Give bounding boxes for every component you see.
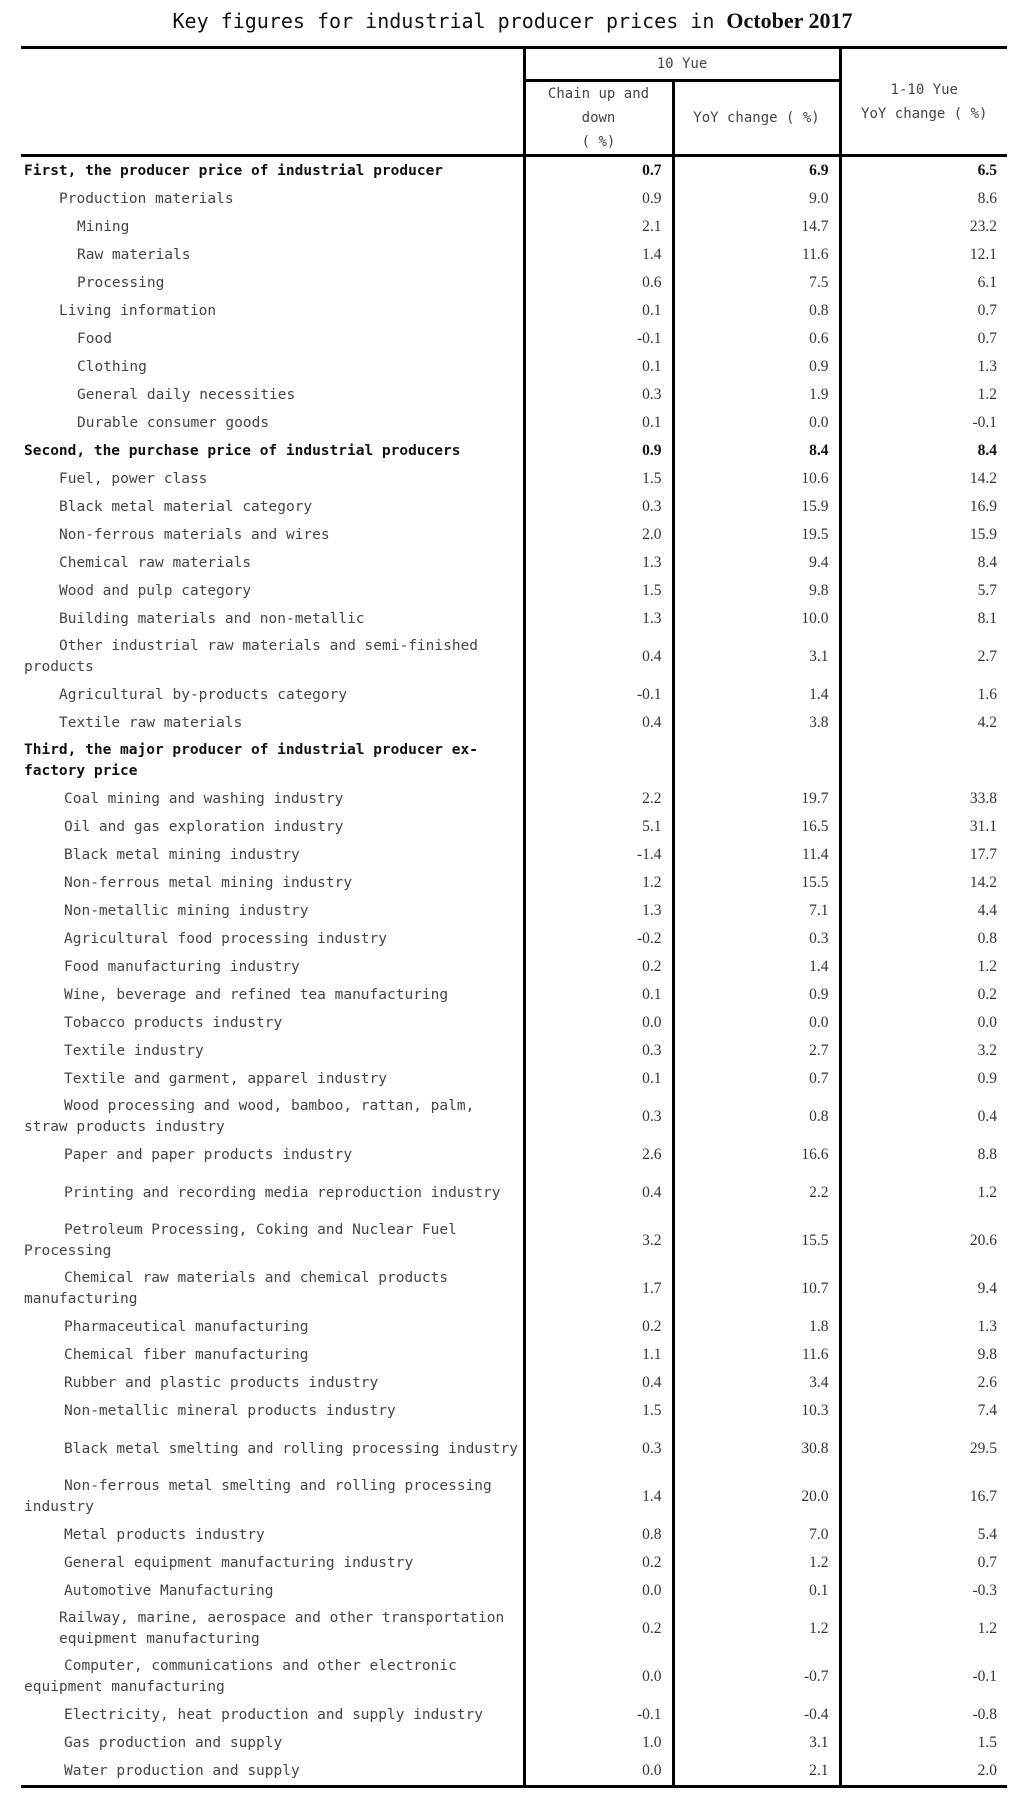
- page-title: [0, 8, 1025, 34]
- row-label: Non-metallic mining industry: [64, 902, 309, 919]
- table-row: [21, 521, 1007, 549]
- cell-yoy: 10.0: [673, 605, 840, 633]
- price-table: [21, 46, 1007, 1788]
- table-row: [21, 981, 1007, 1009]
- cell-yoy: 10.7: [673, 1265, 840, 1313]
- row-label: Non-ferrous metal mining industry: [64, 874, 353, 891]
- cell-chain: 1.3: [524, 897, 673, 925]
- cell-cum: 14.2: [840, 465, 1007, 493]
- table-row: [21, 1217, 1007, 1265]
- row-label: Building materials and non-metallic: [59, 610, 365, 627]
- table-row: [21, 1397, 1007, 1425]
- row-label: Non-ferrous metal smelting and rolling processing industry: [24, 1478, 492, 1515]
- cell-chain: 0.2: [524, 953, 673, 981]
- cell-yoy: 15.5: [673, 869, 840, 897]
- row-label: Living information: [59, 302, 217, 319]
- table-row: [21, 437, 1007, 465]
- cell-cum: 14.2: [840, 869, 1007, 897]
- cell-yoy: 0.0: [673, 409, 840, 437]
- cell-cum: 8.1: [840, 605, 1007, 633]
- row-label: Black metal smelting and rolling processing industry: [64, 1440, 518, 1457]
- cell-chain: -0.1: [524, 1701, 673, 1729]
- cell-cum: 8.4: [840, 437, 1007, 465]
- cell-cum: 1.5: [840, 1729, 1007, 1757]
- row-label: Durable consumer goods: [77, 414, 270, 431]
- cell-chain: 0.0: [524, 1577, 673, 1605]
- header-label-blank: [21, 48, 524, 156]
- cell-chain: 0.1: [524, 353, 673, 381]
- cell-chain: 0.3: [524, 1093, 673, 1141]
- cell-cum: 15.9: [840, 521, 1007, 549]
- cell-chain: 0.0: [524, 1757, 673, 1787]
- cell-cum: 8.4: [840, 549, 1007, 577]
- row-label: Rubber and plastic products industry: [64, 1374, 379, 1391]
- cell-cum: 1.2: [840, 1605, 1007, 1653]
- table-row: [21, 1265, 1007, 1313]
- cell-cum: 0.8: [840, 925, 1007, 953]
- cell-chain: 0.1: [524, 981, 673, 1009]
- cell-yoy: 7.5: [673, 269, 840, 297]
- cell-chain: 1.3: [524, 549, 673, 577]
- cell-yoy: 0.6: [673, 325, 840, 353]
- cell-yoy: 19.7: [673, 785, 840, 813]
- cell-yoy: 0.9: [673, 353, 840, 381]
- row-label: Second, the purchase price of industrial producers: [24, 442, 461, 459]
- row-label: Metal products industry: [64, 1526, 265, 1543]
- cell-cum: 8.6: [840, 185, 1007, 213]
- cell-chain: 0.4: [524, 1369, 673, 1397]
- row-label: Fuel, power class: [59, 470, 208, 487]
- row-label: Water production and supply: [21, 1757, 524, 1787]
- cell-yoy: 2.7: [673, 1037, 840, 1065]
- cell-yoy: 1.8: [673, 1313, 840, 1341]
- cell-yoy: 0.8: [673, 1093, 840, 1141]
- cell-cum: 16.9: [840, 493, 1007, 521]
- cell-chain: 0.4: [524, 709, 673, 737]
- table-row: [21, 1701, 1007, 1729]
- header-cum-yoy: YoY change ( %): [861, 105, 988, 122]
- cell-chain: 1.4: [524, 241, 673, 269]
- cell-yoy: 9.4: [673, 549, 840, 577]
- table-row: [21, 785, 1007, 813]
- cell-chain: 2.2: [524, 785, 673, 813]
- row-label: Railway, marine, aerospace and other transportation equipment manufacturing: [59, 1610, 505, 1647]
- cell-chain: 1.1: [524, 1341, 673, 1369]
- cell-chain: 0.1: [524, 297, 673, 325]
- table-row: [21, 1093, 1007, 1141]
- row-label: Textile raw materials: [59, 714, 243, 731]
- cell-yoy: 11.6: [673, 241, 840, 269]
- cell-chain: 0.8: [524, 1521, 673, 1549]
- cell-chain: 0.7: [524, 156, 673, 186]
- row-label: Tobacco products industry: [64, 1014, 283, 1031]
- title-prefix: Key figures for industrial producer prices in: [172, 9, 727, 33]
- table-row: [21, 213, 1007, 241]
- header-chain-line1: Chain up and: [547, 86, 650, 102]
- row-label: Food: [77, 330, 112, 347]
- cell-cum: 29.5: [840, 1425, 1007, 1473]
- cell-yoy: 10.6: [673, 465, 840, 493]
- cell-yoy: 0.8: [673, 297, 840, 325]
- cell-yoy: 2.1: [673, 1757, 840, 1787]
- table-row: [21, 737, 1007, 785]
- cell-cum: 9.4: [840, 1265, 1007, 1313]
- table-row: [21, 709, 1007, 737]
- cell-chain: 0.4: [524, 1169, 673, 1217]
- cell-chain: 0.3: [524, 381, 673, 409]
- row-label: Other industrial raw materials and semi-finished products: [24, 638, 479, 675]
- header-yoy: YoY change ( %): [673, 81, 840, 156]
- row-label: Raw materials: [77, 246, 191, 263]
- row-label: Processing: [77, 274, 165, 291]
- table-row: [21, 156, 1007, 186]
- cell-cum: 2.7: [840, 633, 1007, 681]
- table-row: [21, 813, 1007, 841]
- row-label: Textile industry: [64, 1042, 204, 1059]
- cell-cum: 4.2: [840, 709, 1007, 737]
- table-row: [21, 605, 1007, 633]
- table-row: [21, 1577, 1007, 1605]
- cell-yoy: 0.9: [673, 981, 840, 1009]
- cell-cum: 9.8: [840, 1341, 1007, 1369]
- table-row: [21, 925, 1007, 953]
- row-label: Clothing: [77, 358, 147, 375]
- table-row: [21, 633, 1007, 681]
- cell-yoy: 19.5: [673, 521, 840, 549]
- cell-yoy: 15.9: [673, 493, 840, 521]
- cell-yoy: 7.0: [673, 1521, 840, 1549]
- row-label: Production materials: [59, 190, 234, 207]
- cell-cum: 1.6: [840, 681, 1007, 709]
- cell-cum: 33.8: [840, 785, 1007, 813]
- cell-cum: 0.7: [840, 325, 1007, 353]
- title-date: October 2017: [726, 8, 853, 33]
- row-label: Food manufacturing industry: [64, 958, 300, 975]
- table-row: [21, 841, 1007, 869]
- cell-chain: -0.2: [524, 925, 673, 953]
- table-row: [21, 185, 1007, 213]
- table-row: [21, 241, 1007, 269]
- cell-cum: 12.1: [840, 241, 1007, 269]
- cell-yoy: 1.2: [673, 1605, 840, 1653]
- row-label: Black metal material category: [59, 498, 313, 515]
- cell-chain: 0.9: [524, 185, 673, 213]
- table-row: [21, 1729, 1007, 1757]
- table-row: [21, 381, 1007, 409]
- header-chain-line2: down: [581, 110, 616, 126]
- cell-yoy: 16.6: [673, 1141, 840, 1169]
- cell-chain: 2.0: [524, 521, 673, 549]
- cell-yoy: 14.7: [673, 213, 840, 241]
- cell-chain: -0.1: [524, 325, 673, 353]
- cell-yoy: 8.4: [673, 437, 840, 465]
- table-row: [21, 549, 1007, 577]
- cell-cum: 0.9: [840, 1065, 1007, 1093]
- row-label: First, the producer price of industrial producer: [24, 162, 444, 179]
- row-label: Non-ferrous materials and wires: [59, 526, 330, 543]
- cell-yoy: 2.2: [673, 1169, 840, 1217]
- row-label: Agricultural food processing industry: [64, 930, 388, 947]
- row-label: Chemical fiber manufacturing: [64, 1346, 309, 1363]
- cell-yoy: 11.4: [673, 841, 840, 869]
- cell-cum: 5.7: [840, 577, 1007, 605]
- table-row: [21, 1425, 1007, 1473]
- cell-cum: [840, 737, 1007, 785]
- cell-cum: 3.2: [840, 1037, 1007, 1065]
- row-label: Agricultural by-products category: [59, 686, 348, 703]
- cell-cum: 0.4: [840, 1093, 1007, 1141]
- cell-yoy: -0.7: [673, 1653, 840, 1701]
- cell-cum: 16.7: [840, 1473, 1007, 1521]
- cell-yoy: 30.8: [673, 1425, 840, 1473]
- row-label: Pharmaceutical manufacturing: [64, 1318, 309, 1335]
- cell-cum: 23.2: [840, 213, 1007, 241]
- cell-yoy: 20.0: [673, 1473, 840, 1521]
- cell-yoy: 9.0: [673, 185, 840, 213]
- row-label: Wine, beverage and refined tea manufacturing: [64, 986, 449, 1003]
- cell-cum: 7.4: [840, 1397, 1007, 1425]
- table-row: [21, 1169, 1007, 1217]
- row-label: General equipment manufacturing industry: [64, 1554, 414, 1571]
- cell-cum: 0.7: [840, 1549, 1007, 1577]
- table-row: [21, 1473, 1007, 1521]
- row-label: Oil and gas exploration industry: [64, 818, 344, 835]
- cell-cum: -0.1: [840, 409, 1007, 437]
- row-label: Paper and paper products industry: [64, 1146, 353, 1163]
- cell-cum: 0.0: [840, 1009, 1007, 1037]
- row-label: Computer, communications and other electronic equipment manufacturing: [24, 1658, 457, 1695]
- cell-yoy: 0.3: [673, 925, 840, 953]
- cell-chain: 0.0: [524, 1009, 673, 1037]
- row-label: Printing and recording media reproduction industry: [64, 1184, 501, 1201]
- cell-chain: -0.1: [524, 681, 673, 709]
- row-label: Gas production and supply: [64, 1734, 283, 1751]
- table-row: [21, 297, 1007, 325]
- table-row: [21, 1757, 1007, 1787]
- header-cumulative: [840, 48, 1007, 156]
- cell-yoy: 3.4: [673, 1369, 840, 1397]
- cell-chain: 2.6: [524, 1141, 673, 1169]
- row-label: Black metal mining industry: [64, 846, 300, 863]
- table-row: [21, 897, 1007, 925]
- cell-chain: 1.5: [524, 577, 673, 605]
- cell-yoy: 0.0: [673, 1009, 840, 1037]
- cell-chain: 0.1: [524, 1065, 673, 1093]
- table-row: [21, 953, 1007, 981]
- cell-chain: 1.7: [524, 1265, 673, 1313]
- row-label: Automotive Manufacturing: [64, 1582, 274, 1599]
- table-row: [21, 1065, 1007, 1093]
- cell-yoy: 3.1: [673, 1729, 840, 1757]
- cell-yoy: 11.6: [673, 1341, 840, 1369]
- table-row: [21, 465, 1007, 493]
- row-label: Mining: [77, 218, 130, 235]
- cell-chain: 0.2: [524, 1313, 673, 1341]
- table-row: [21, 1313, 1007, 1341]
- table-row: [21, 1521, 1007, 1549]
- cell-yoy: 6.9: [673, 156, 840, 186]
- table-row: [21, 1141, 1007, 1169]
- header-chain: [524, 81, 673, 156]
- row-label: Wood and pulp category: [59, 582, 252, 599]
- cell-yoy: 3.8: [673, 709, 840, 737]
- header-cum-period: 1-10 Yue: [890, 81, 958, 98]
- cell-yoy: 1.4: [673, 953, 840, 981]
- cell-cum: 17.7: [840, 841, 1007, 869]
- cell-yoy: 1.9: [673, 381, 840, 409]
- cell-cum: -0.8: [840, 1701, 1007, 1729]
- cell-cum: 4.4: [840, 897, 1007, 925]
- cell-chain: [524, 737, 673, 785]
- table-row: [21, 1341, 1007, 1369]
- cell-yoy: 0.1: [673, 1577, 840, 1605]
- cell-chain: 2.1: [524, 213, 673, 241]
- cell-cum: 6.1: [840, 269, 1007, 297]
- table-row: [21, 681, 1007, 709]
- cell-chain: 3.2: [524, 1217, 673, 1265]
- cell-chain: 0.3: [524, 1037, 673, 1065]
- table-row: [21, 493, 1007, 521]
- cell-cum: 20.6: [840, 1217, 1007, 1265]
- cell-yoy: 1.2: [673, 1549, 840, 1577]
- cell-yoy: 9.8: [673, 577, 840, 605]
- table-row: [21, 409, 1007, 437]
- cell-chain: 0.3: [524, 493, 673, 521]
- row-label: General daily necessities: [77, 386, 296, 403]
- cell-cum: 0.7: [840, 297, 1007, 325]
- cell-chain: 1.4: [524, 1473, 673, 1521]
- cell-chain: 0.2: [524, 1605, 673, 1653]
- cell-chain: 0.4: [524, 633, 673, 681]
- row-label: Coal mining and washing industry: [64, 790, 344, 807]
- table-row: [21, 325, 1007, 353]
- cell-cum: 1.3: [840, 353, 1007, 381]
- table-row: [21, 577, 1007, 605]
- cell-cum: 31.1: [840, 813, 1007, 841]
- cell-chain: 1.5: [524, 1397, 673, 1425]
- cell-chain: 0.0: [524, 1653, 673, 1701]
- cell-chain: 1.5: [524, 465, 673, 493]
- cell-chain: 1.2: [524, 869, 673, 897]
- header-group-month: 10 Yue: [524, 48, 840, 81]
- cell-chain: 0.9: [524, 437, 673, 465]
- table-row: [21, 1369, 1007, 1397]
- table-row: [21, 869, 1007, 897]
- row-label: Chemical raw materials: [59, 554, 252, 571]
- table-row: [21, 1549, 1007, 1577]
- cell-cum: 2.0: [840, 1757, 1007, 1787]
- cell-chain: 0.6: [524, 269, 673, 297]
- cell-cum: 0.2: [840, 981, 1007, 1009]
- cell-chain: 1.3: [524, 605, 673, 633]
- cell-yoy: [673, 737, 840, 785]
- cell-cum: 5.4: [840, 1521, 1007, 1549]
- cell-yoy: -0.4: [673, 1701, 840, 1729]
- row-label: Electricity, heat production and supply industry: [64, 1706, 484, 1723]
- row-label: Wood processing and wood, bamboo, rattan, palm, straw products industry: [24, 1098, 475, 1135]
- cell-yoy: 16.5: [673, 813, 840, 841]
- cell-cum: 1.2: [840, 381, 1007, 409]
- cell-cum: 2.6: [840, 1369, 1007, 1397]
- cell-yoy: 0.7: [673, 1065, 840, 1093]
- cell-cum: 1.2: [840, 953, 1007, 981]
- cell-yoy: 3.1: [673, 633, 840, 681]
- table-row: [21, 353, 1007, 381]
- cell-cum: -0.1: [840, 1653, 1007, 1701]
- table-row: [21, 1009, 1007, 1037]
- cell-yoy: 7.1: [673, 897, 840, 925]
- row-label: Chemical raw materials and chemical products manufacturing: [24, 1270, 449, 1307]
- cell-chain: 1.0: [524, 1729, 673, 1757]
- cell-chain: 0.1: [524, 409, 673, 437]
- row-label: Petroleum Processing, Coking and Nuclear Fuel Processing: [24, 1222, 457, 1259]
- row-label: Non-metallic mineral products industry: [64, 1402, 396, 1419]
- table-row: [21, 269, 1007, 297]
- cell-cum: -0.3: [840, 1577, 1007, 1605]
- cell-cum: 1.3: [840, 1313, 1007, 1341]
- cell-chain: 0.3: [524, 1425, 673, 1473]
- cell-yoy: 1.4: [673, 681, 840, 709]
- table-row: [21, 1037, 1007, 1065]
- row-label: Third, the major producer of industrial producer ex-factory price: [24, 742, 478, 779]
- cell-yoy: 15.5: [673, 1217, 840, 1265]
- cell-chain: 5.1: [524, 813, 673, 841]
- table-row: [21, 1605, 1007, 1653]
- cell-cum: 1.2: [840, 1169, 1007, 1217]
- cell-cum: 6.5: [840, 156, 1007, 186]
- header-chain-line3: ( %): [581, 134, 616, 150]
- table-row: [21, 1653, 1007, 1701]
- row-label: Textile and garment, apparel industry: [64, 1070, 388, 1087]
- cell-cum: 8.8: [840, 1141, 1007, 1169]
- cell-yoy: 10.3: [673, 1397, 840, 1425]
- cell-chain: 0.2: [524, 1549, 673, 1577]
- cell-chain: -1.4: [524, 841, 673, 869]
